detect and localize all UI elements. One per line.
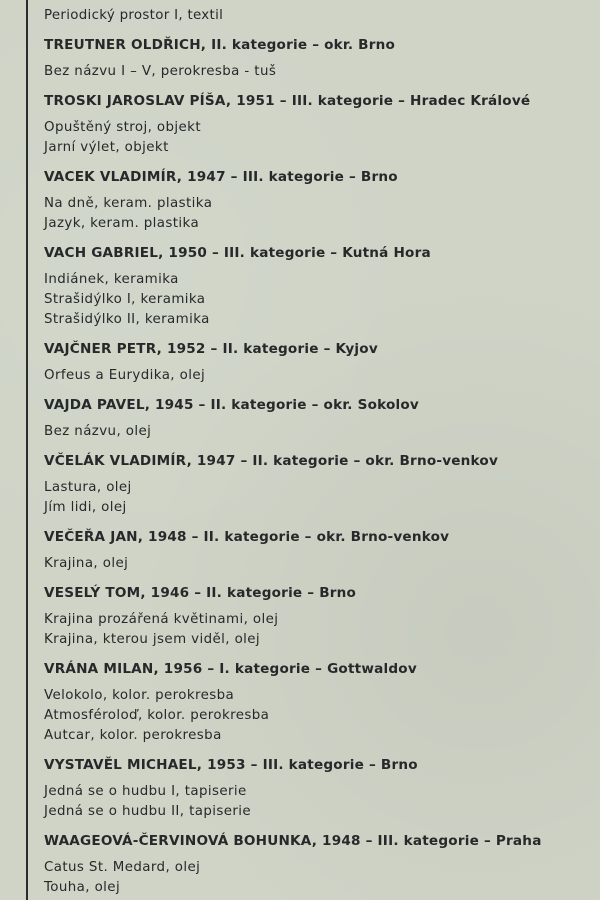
work-line: Catus St. Medard, olej [44,860,201,875]
work-line: Strašidýlko II, keramika [44,312,210,327]
catalog-entry [44,35,596,82]
catalog-entry [44,91,596,158]
catalog-entry [44,339,596,386]
work-line: Orfeus a Eurydika, olej [44,368,206,383]
left-margin-rule [26,0,28,900]
artist-header: WAAGEOVÁ-ČERVINOVÁ BOHUNKA, 1948 – III. kategorie – Praha [44,833,542,849]
artist-header: VACH GABRIEL, 1950 – III. kategorie – Kutná Hora [44,245,431,261]
artist-header: VČELÁK VLADIMÍR, 1947 – II. kategorie – okr. Brno-venkov [44,453,499,469]
work-line: Lastura, olej [44,480,132,495]
work-line: Autcar, kolor. perokresba [44,728,222,743]
work-line: Jedná se o hudbu I, tapiserie [44,784,247,799]
catalog-list [44,6,596,898]
artist-header: TROSKI JAROSLAV PÍŠA, 1951 – III. kategorie – Hradec Králové [44,93,531,109]
work-line: Bez názvu, olej [44,424,152,439]
work-line: Velokolo, kolor. perokresba [44,688,235,703]
work-line: Jím lidi, olej [44,500,127,515]
artist-header: VAJDA PAVEL, 1945 – II. kategorie – okr. Sokolov [44,397,419,413]
work-line: Na dně, keram. plastika [44,196,213,211]
catalog-entry [44,659,596,746]
catalog-entry [44,583,596,650]
work-line: Jarní výlet, objekt [44,140,169,155]
work-line: Bez názvu I – V, perokresba - tuš [44,64,277,79]
catalog-entry [44,167,596,234]
artist-header: VEČEŘA JAN, 1948 – II. kategorie – okr. Brno-venkov [44,529,450,545]
work-line: Jazyk, keram. plastika [44,216,200,231]
work-line: Krajina, kterou jsem viděl, olej [44,632,261,647]
catalog-entry [44,451,596,518]
catalog-entry [44,395,596,442]
artist-header: VESELÝ TOM, 1946 – II. kategorie – Brno [44,585,357,601]
work-line: Strašidýlko I, keramika [44,292,206,307]
work-line: Krajina, olej [44,556,129,571]
artist-header: VAJČNER PETR, 1952 – II. kategorie – Kyjov [44,341,378,357]
work-line: Atmosférolоď, kolor. perokresba [44,708,270,723]
work-line: Indiánek, keramika [44,272,179,287]
artist-header: VYSTAVĚL MICHAEL, 1953 – III. kategorie – Brno [44,757,418,773]
catalog-entry [44,243,596,330]
work-line: Opuštěný stroj, objekt [44,120,201,135]
artist-header: VRÁNA MILAN, 1956 – I. kategorie – Gottwaldov [44,661,417,677]
catalog-entry [44,755,596,822]
continued-work-line: Periodický prostor I, textil [44,8,224,23]
work-line: Touha, olej [44,880,121,895]
catalog-entry [44,831,596,898]
artist-header: VACEK VLADIMÍR, 1947 – III. kategorie – Brno [44,169,398,185]
catalog-entry [44,527,596,574]
work-line: Jedná se o hudbu II, tapiserie [44,804,252,819]
artist-header: TREUTNER OLDŘICH, II. kategorie – okr. Brno [44,37,396,53]
work-line: Krajina prozářená květinami, olej [44,612,279,627]
